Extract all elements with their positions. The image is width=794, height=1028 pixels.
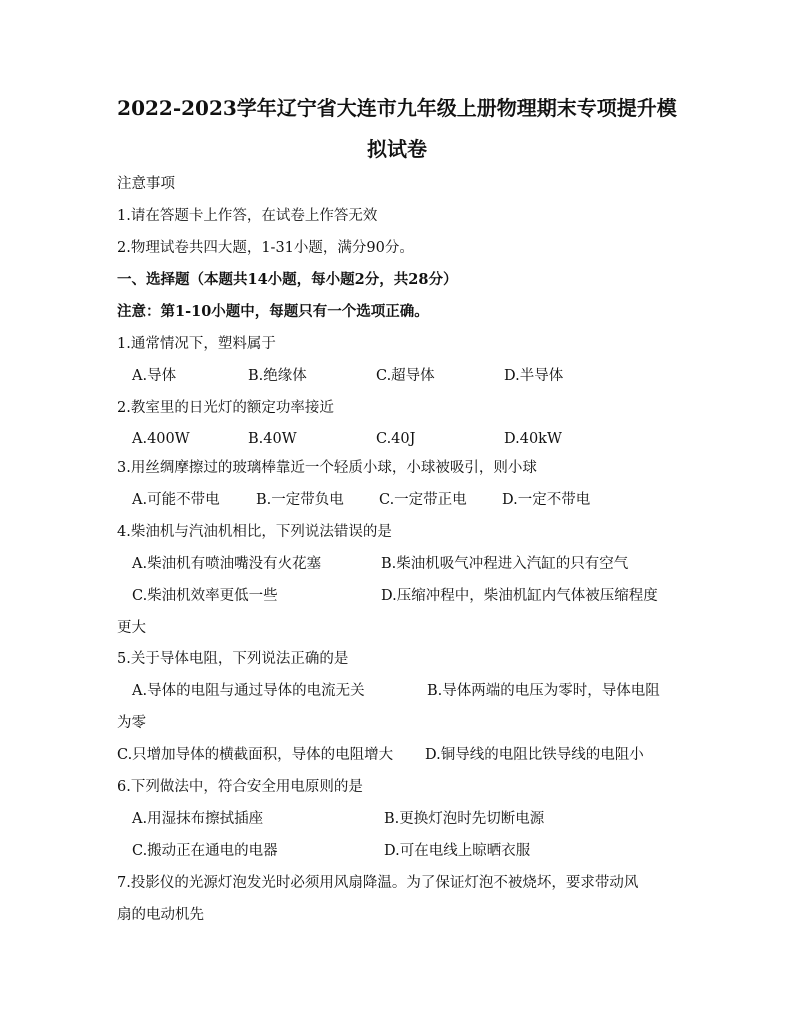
question-2-option-a: A.400W (132, 431, 190, 447)
exam-title-line2: 拟试卷 (367, 137, 427, 161)
question-6-option-a: A.用湿抹布擦拭插座 (132, 811, 264, 827)
question-6-option-b: B.更换灯泡时先切断电源 (384, 811, 545, 827)
question-5-option-a: A.导体的电阻与通过导体的电流无关 (132, 683, 365, 699)
question-6-option-c: C.搬动正在通电的电器 (132, 843, 278, 859)
notice-heading: 注意事项 (117, 176, 175, 192)
question-1-option-c: C.超导体 (376, 368, 435, 384)
question-2-option-b: B.40W (248, 431, 297, 447)
question-1-stem: 1.通常情况下，塑料属于 (117, 336, 276, 352)
question-1-option-b: B.绝缘体 (248, 368, 307, 384)
question-5-option-b: B.导体两端的电压为零时，导体电阻 (427, 683, 660, 699)
question-4-continuation: 更大 (117, 620, 146, 636)
exam-title-line1: 2022-2023学年辽宁省大连市九年级上册物理期末专项提升模 (117, 96, 677, 120)
question-3-option-c: C.一定带正电 (379, 492, 467, 508)
question-3-option-d: D.一定不带电 (502, 492, 591, 508)
question-7-stem-line1: 7.投影仪的光源灯泡发光时必须用风扇降温。为了保证灯泡不被烧坏，要求带动风 (117, 875, 639, 891)
notice-item-1: 1.请在答题卡上作答，在试卷上作答无效 (117, 208, 378, 224)
question-2-stem: 2.教室里的日光灯的额定功率接近 (117, 400, 334, 416)
section-note: 注意：第1-10小题中，每题只有一个选项正确。 (117, 303, 429, 320)
question-2-option-c: C.40J (376, 431, 416, 447)
question-5-option-d: D.铜导线的电阻比铁导线的电阻小 (425, 747, 644, 763)
notice-item-2: 2.物理试卷共四大题，1-31小题，满分90分。 (117, 240, 414, 256)
question-5-continuation: 为零 (117, 715, 146, 731)
question-5-option-c: C.只增加导体的横截面积，导体的电阻增大 (117, 747, 394, 763)
question-6-option-d: D.可在电线上晾晒衣服 (384, 843, 531, 859)
question-3-stem: 3.用丝绸摩擦过的玻璃棒靠近一个轻质小球，小球被吸引，则小球 (117, 460, 537, 476)
question-4-option-c: C.柴油机效率更低一些 (132, 588, 278, 604)
question-5-stem: 5.关于导体电阻，下列说法正确的是 (117, 651, 349, 667)
question-4-option-a: A.柴油机有喷油嘴没有火花塞 (132, 556, 322, 572)
question-7-stem-line2: 扇的电动机先 (117, 907, 204, 923)
question-1-option-d: D.半导体 (504, 368, 564, 384)
section-heading: 一、选择题（本题共14小题，每小题2分，共28分） (117, 271, 458, 288)
question-1-option-a: A.导体 (132, 368, 177, 384)
question-3-option-b: B.一定带负电 (256, 492, 344, 508)
question-3-option-a: A.可能不带电 (132, 492, 220, 508)
question-4-option-d: D.压缩冲程中，柴油机缸内气体被压缩程度 (381, 588, 658, 604)
question-4-option-b: B.柴油机吸气冲程进入汽缸的只有空气 (381, 556, 629, 572)
question-2-option-d: D.40kW (504, 431, 562, 447)
question-6-stem: 6.下列做法中，符合安全用电原则的是 (117, 779, 363, 795)
question-4-stem: 4.柴油机与汽油机相比，下列说法错误的是 (117, 524, 392, 540)
